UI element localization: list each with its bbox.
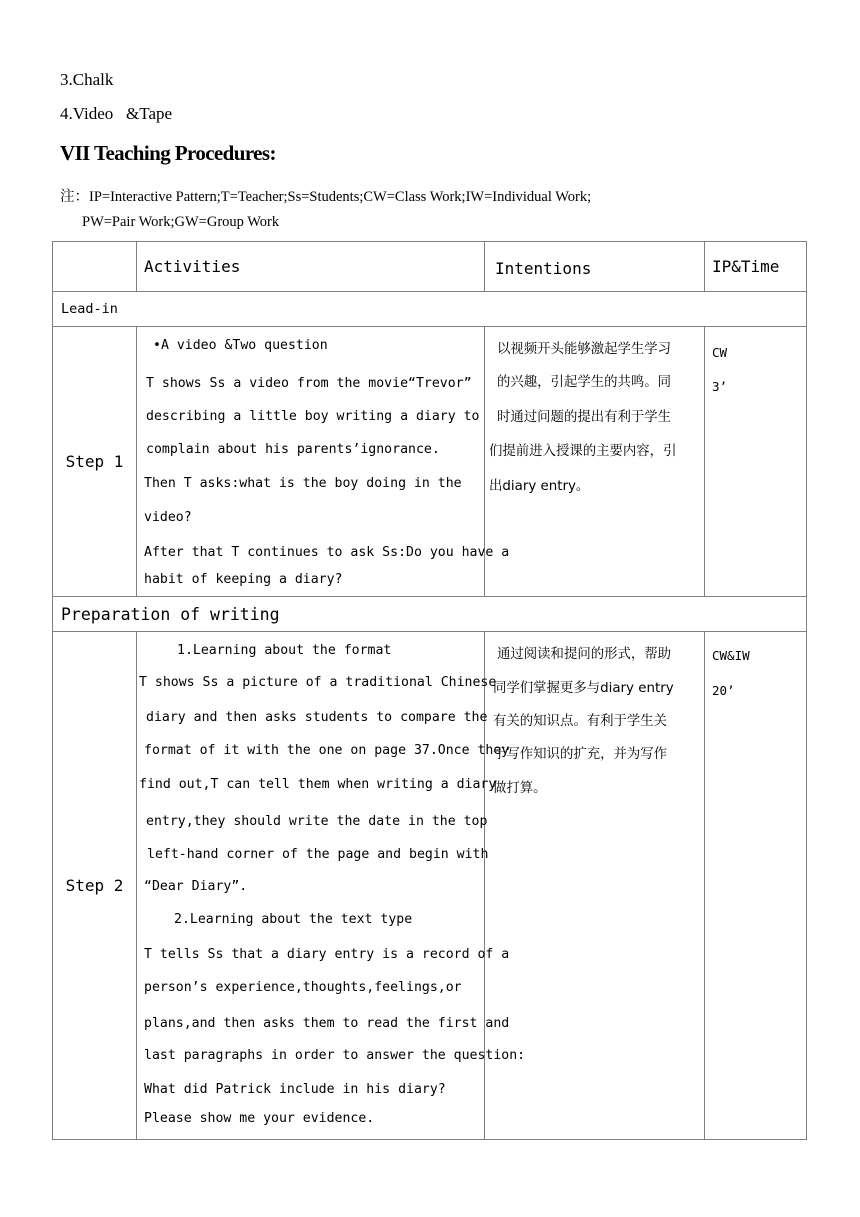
intention-line: 出diary entry。 <box>489 479 590 494</box>
section-row-preparation-of-writing <box>53 597 807 632</box>
activity-line: entry,they should write the date in the top <box>146 814 488 829</box>
header-activities: Activities <box>137 242 485 292</box>
section-row-lead-in <box>53 292 807 327</box>
activity-line: find out,T can tell them when writing a diary <box>139 777 497 792</box>
activity-line: left-hand corner of the page and begin with <box>147 847 489 862</box>
activity-line: What did Patrick include in his diary? <box>144 1082 446 1097</box>
intention-line: 以视频开头能够激起学生学习 <box>497 342 672 357</box>
section-heading: VII Teaching Procedures: <box>60 141 276 165</box>
activity-line: “Dear Diary”. <box>144 879 248 894</box>
header-step <box>53 242 137 292</box>
activity-line: person’s experience,thoughts,feelings,or <box>144 980 462 995</box>
step-label: Step 1 <box>53 327 137 597</box>
ip-time-cell <box>705 327 807 597</box>
activity-line: T tells Ss that a diary entry is a record of a <box>144 947 510 962</box>
intention-line: 同学们掌握更多与diary entry <box>493 681 674 696</box>
material-item-chalk: 3.Chalk <box>60 70 114 89</box>
table-row-step-2 <box>53 632 807 1140</box>
activity-line: T shows Ss a video from the movie“Trevor” <box>146 376 472 391</box>
time-value: 3’ <box>712 379 728 394</box>
activity-line: •A video &Two question <box>153 338 328 353</box>
activity-line: 1.Learning about the format <box>177 643 392 658</box>
activity-line: complain about his parents’ignorance. <box>146 442 440 457</box>
intention-line: 时通过问题的提出有利于学生 <box>497 410 672 425</box>
ip-value: CW&IW <box>712 648 750 663</box>
activity-line: describing a little boy writing a diary to <box>146 409 480 424</box>
activity-line: format of it with the one on page 37.Once they <box>144 743 510 758</box>
abbreviation-note-line1: 注：IP=Interactive Pattern;T=Teacher;Ss=Students;CW=Class Work;IW=Individual Work; <box>60 189 592 205</box>
activity-line: T shows Ss a picture of a traditional Chinese <box>139 675 497 690</box>
intention-line: 的兴趣，引起学生的共鸣。同 <box>497 375 672 390</box>
intention-line: 有关的知识点。有利于学生关 <box>493 714 668 729</box>
ip-time-cell <box>705 632 807 1140</box>
table-row-step-1 <box>53 327 807 597</box>
time-value: 20’ <box>712 683 735 698</box>
intention-line: 们提前进入授课的主要内容，引 <box>489 444 677 459</box>
section-title: Lead-in <box>53 292 807 327</box>
step-label: Step 2 <box>53 632 137 1140</box>
activity-line: 2.Learning about the text type <box>174 912 413 927</box>
header-ip-time: IP&Time <box>705 242 807 292</box>
activity-line: video? <box>144 510 192 525</box>
intention-line: 做打算。 <box>493 781 547 796</box>
activity-line: Please show me your evidence. <box>144 1111 375 1126</box>
intention-line: 通过阅读和提问的形式，帮助 <box>497 647 672 662</box>
activity-line: last paragraphs in order to answer the question: <box>144 1048 526 1063</box>
intentions-cell <box>485 632 705 1140</box>
material-item-video-tape: 4.Video &Tape <box>60 104 173 123</box>
intentions-cell <box>485 327 705 597</box>
ip-value: CW <box>712 345 728 360</box>
header-intentions: Intentions <box>485 242 705 292</box>
activity-line: Then T asks:what is the boy doing in the <box>144 476 462 491</box>
activity-line: habit of keeping a diary? <box>144 572 343 587</box>
activities-cell <box>137 327 510 597</box>
intention-line: 于写作知识的扩充，并为写作 <box>493 747 668 762</box>
activity-line: After that T continues to ask Ss:Do you have a <box>144 545 510 560</box>
section-title: Preparation of writing <box>53 597 807 632</box>
abbreviation-note-line2: PW=Pair Work;GW=Group Work <box>82 214 280 230</box>
activity-line: plans,and then asks them to read the first and <box>144 1016 510 1031</box>
table-header-row <box>53 242 807 292</box>
teaching-procedures-table <box>52 241 807 1140</box>
activity-line: diary and then asks students to compare the <box>146 710 488 725</box>
